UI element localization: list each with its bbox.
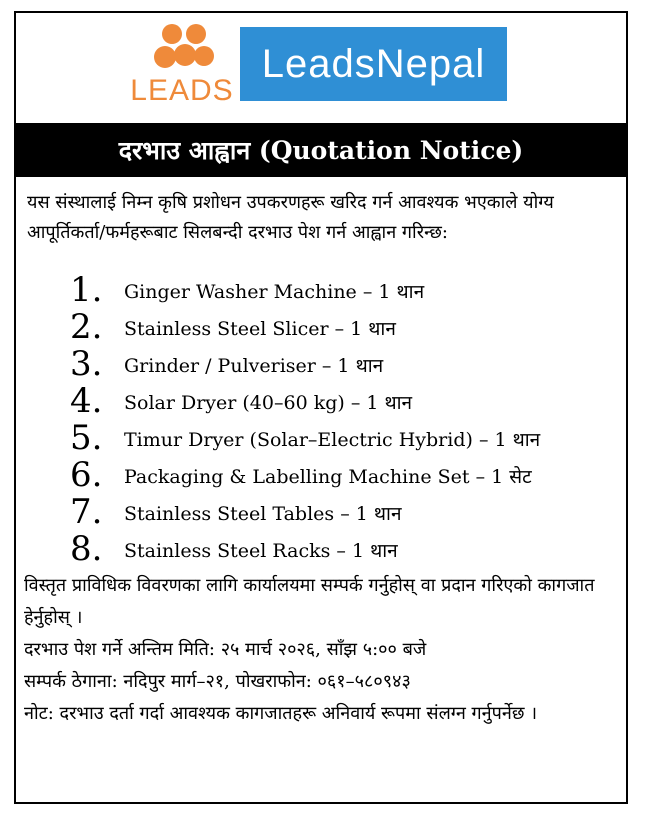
item-number: 5. [70,418,103,458]
leads-dots-icon [154,22,214,78]
item-number: 4. [70,381,103,421]
list-item [70,457,610,494]
item-text: Grinder / Pulveriser – 1 थान [124,355,384,377]
list-item [70,346,610,383]
deadline-line: दरभाउ पेश गर्ने अन्तिम मिति: २५ मार्च २०२६, साँझ ५:०० बजे [24,639,427,660]
note-line: नोट: दरभाउ दर्ता गर्दा आवश्यक कागजातहरू अनिवार्य रूपमा संलग्न गर्नुपर्नेछ । [24,703,538,724]
item-text: Stainless Steel Tables – 1 थान [124,503,402,525]
leads-logo-text: LEADS [130,74,234,107]
title-bar [16,123,626,177]
list-item [70,383,610,420]
specs-paragraph: विस्तृत प्राविधिक विवरणका लागि कार्यालयमा सम्पर्क गर्नुहोस् वा प्रदान गरिएको कागजात हेर्नुहोस् । [24,575,595,628]
list-item [70,494,610,531]
item-text: Packaging & Labelling Machine Set – 1 सेट [124,466,532,488]
list-item [70,309,610,346]
item-text: Ginger Washer Machine – 1 थान [124,281,425,303]
contact-line: सम्पर्क ठेगाना: नदिपुर मार्ग–२१, पोखराफोन: ०६१–५८०९४३ [24,671,411,692]
item-text: Stainless Steel Racks – 1 थान [124,540,398,562]
page-title: दरभाउ आह्वान (Quotation Notice) [118,136,524,165]
item-number: 3. [70,344,103,384]
details-section [24,570,619,730]
item-number: 8. [70,529,103,569]
leads-logo [128,22,236,107]
leadsnepal-logo-text: LeadsNepal [261,41,486,86]
leadsnepal-logo [240,27,507,101]
item-text: Solar Dryer (40–60 kg) – 1 थान [124,392,413,414]
item-text: Stainless Steel Slicer – 1 थान [124,318,396,340]
list-item [70,420,610,457]
item-number: 2. [70,307,103,347]
item-text: Timur Dryer (Solar–Electric Hybrid) – 1 थान [124,429,541,451]
intro-paragraph: यस संस्थालाई निम्न कृषि प्रशोधन उपकरणहरू खरिद गर्न आवश्यक भएकाले योग्य आपूर्तिकर्ता/फर्महरूबाट सिलबन्दी दरभाउ पेश गर्न आह्वान गरिन्छ: [27,192,554,243]
item-number: 7. [70,492,103,532]
item-number: 1. [70,270,103,310]
list-item [70,272,610,309]
item-list [70,272,610,568]
list-item [70,531,610,568]
item-number: 6. [70,455,103,495]
